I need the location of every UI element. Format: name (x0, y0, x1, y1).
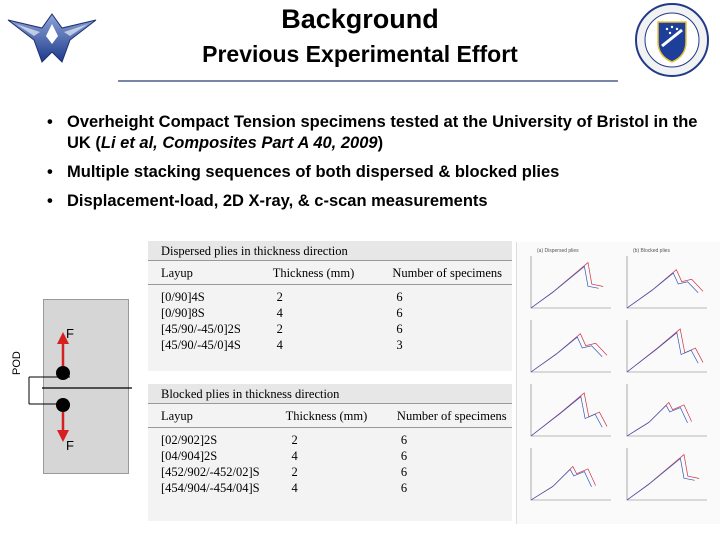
load-curve (531, 397, 602, 436)
load-curve (531, 337, 602, 372)
layup-cell: [45/90/-45/0]2S (161, 322, 241, 336)
load-curve (627, 405, 688, 436)
plot-column-title: (a) Dispersed plies (537, 248, 579, 254)
load-curve (627, 270, 703, 308)
bullet-text: Displacement-load, 2D X-ray, & c-scan measurements (67, 192, 488, 210)
force-label-bottom: F (66, 438, 74, 453)
layup-cell: [04/904]2S (161, 449, 218, 463)
column-header: Layup (161, 409, 193, 423)
thickness-cell: 2 (291, 433, 298, 447)
thickness-cell: 2 (276, 290, 283, 304)
citation: Li et al, Composites Part A 40, 2009 (100, 134, 378, 152)
page-title: Background (281, 4, 439, 34)
load-displacement-plots (516, 242, 720, 524)
title-divider (118, 80, 618, 82)
load-curve (531, 469, 592, 500)
bullet-text: Overheight Compact Tension specimens tested at the University of Bristol in the UK ( (67, 113, 698, 152)
thickness-cell: 4 (276, 306, 283, 320)
table-row (148, 432, 512, 448)
count-cell: 6 (400, 465, 408, 479)
specimen-loading-diagram (22, 300, 132, 475)
thickness-cell: 4 (291, 481, 298, 495)
count-cell: 6 (400, 433, 408, 447)
load-pin-top (56, 366, 70, 380)
bullet-item (45, 191, 705, 212)
thickness-cell: 2 (291, 465, 298, 479)
thickness-cell: 4 (291, 449, 298, 463)
plot-column-title: (b) Blocked plies (633, 248, 670, 254)
page-subtitle: Previous Experimental Effort (202, 41, 518, 67)
count-cell: 6 (400, 481, 408, 495)
table-row (148, 448, 512, 464)
bullet-list (45, 112, 705, 220)
load-curve (531, 467, 596, 500)
mini-plot (627, 448, 707, 500)
thickness-cell: 2 (276, 322, 283, 336)
layup-cell: [45/90/-45/0]4S (161, 338, 241, 352)
table-row (148, 289, 512, 305)
load-curve (627, 333, 698, 372)
mini-plot (531, 320, 611, 372)
layup-cell: [454/904/-454/04]S (161, 481, 260, 495)
load-curve (531, 334, 607, 372)
table-heading: Dispersed plies in thickness direction (148, 241, 512, 261)
load-curve (627, 459, 695, 500)
count-cell: 6 (396, 290, 403, 304)
count-cell: 6 (396, 322, 403, 336)
load-curve (531, 267, 599, 308)
column-header: Layup (161, 266, 193, 280)
column-header: Thickness (mm) (285, 409, 368, 423)
thickness-cell: 4 (276, 338, 283, 352)
count-cell: 3 (396, 338, 403, 352)
plot-grid (517, 242, 720, 524)
force-label-top: F (66, 326, 74, 341)
table-header-row (148, 261, 512, 285)
bullet-item (45, 112, 705, 154)
column-header: Number of specimens (396, 409, 507, 423)
blocked-plies-table (148, 384, 512, 521)
column-header: Thickness (mm) (272, 266, 355, 280)
bullet-item (45, 162, 705, 183)
column-header: Number of specimens (392, 266, 503, 280)
table-row (148, 480, 512, 496)
count-cell: 6 (396, 306, 403, 320)
mini-plot (627, 384, 707, 436)
load-curve (531, 263, 603, 308)
layup-cell: [02/902]2S (161, 433, 218, 447)
mini-plot (531, 384, 611, 436)
dispersed-plies-table (148, 241, 512, 371)
bullet-text: Multiple stacking sequences of both dispersed & blocked plies (67, 163, 560, 181)
bullet-text: ) (377, 134, 384, 152)
pod-label: POD (11, 351, 23, 375)
load-pin-bottom (56, 398, 70, 412)
count-cell: 6 (400, 449, 408, 463)
mini-plot (531, 256, 611, 308)
layup-cell: [0/90]4S (161, 290, 205, 304)
load-curve (627, 455, 699, 500)
layup-cell: [0/90]8S (161, 306, 205, 320)
mini-plot (627, 320, 707, 372)
table-row (148, 321, 512, 337)
mini-plot (627, 256, 707, 308)
load-curve (627, 273, 698, 308)
table-row (148, 305, 512, 321)
table-row (148, 337, 512, 353)
mini-plot (531, 448, 611, 500)
table-heading: Blocked plies in thickness direction (148, 384, 512, 404)
table-row (148, 464, 512, 480)
layup-cell: [452/902/-452/02]S (161, 465, 260, 479)
table-header-row (148, 404, 512, 428)
load-curve (627, 403, 692, 436)
